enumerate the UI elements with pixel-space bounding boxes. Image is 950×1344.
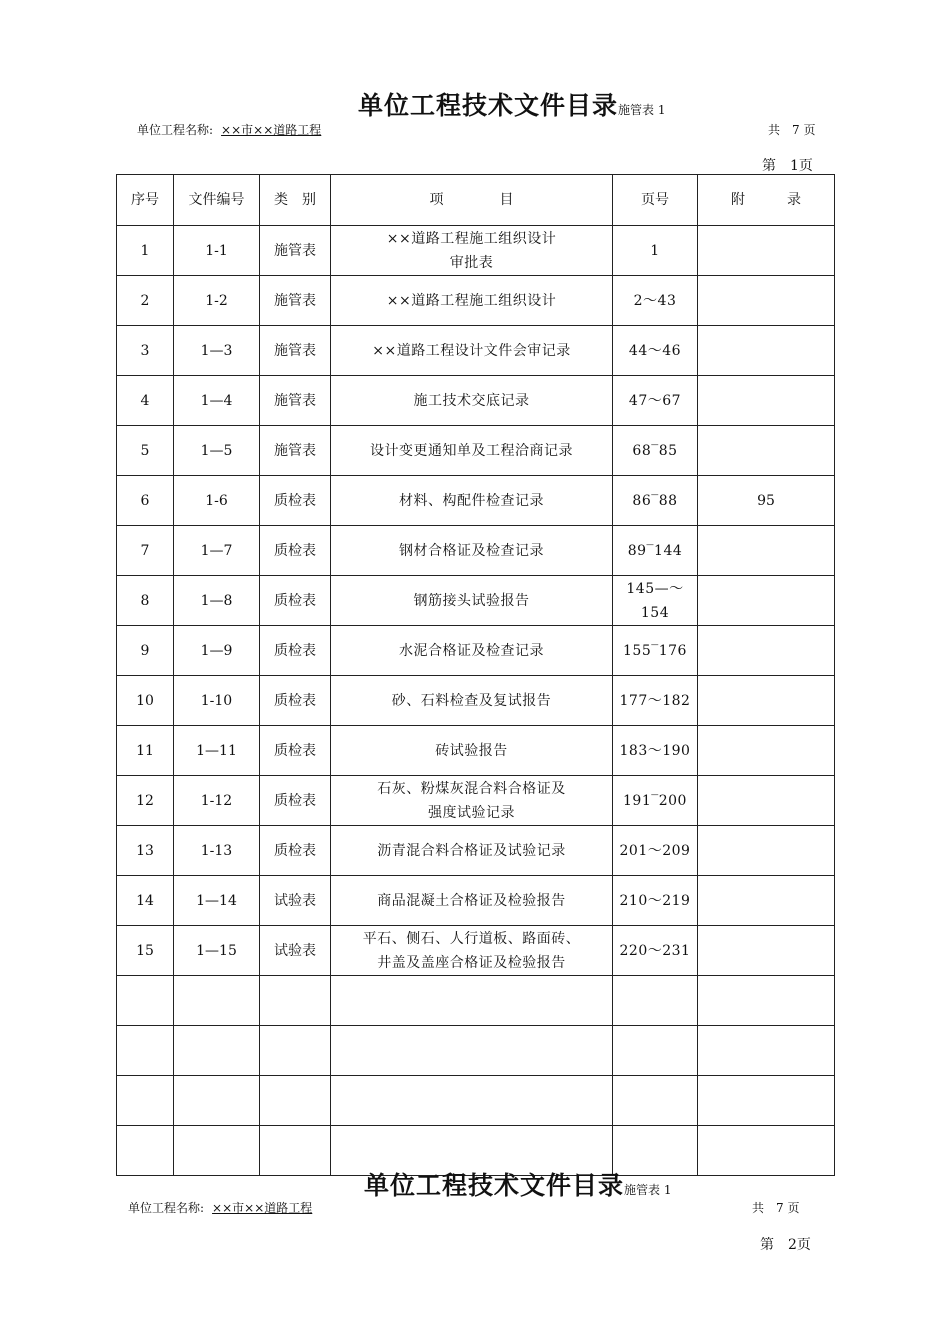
cell-file-no: 1—5 [174, 426, 260, 476]
cell-item: 砂、石料检查及复试报告 [331, 676, 613, 726]
cell-seq [117, 976, 174, 1026]
cell-appendix [698, 776, 835, 826]
cell-seq: 2 [117, 276, 174, 326]
cell-pages: 220～231 [613, 926, 698, 976]
cell-category: 质检表 [260, 776, 331, 826]
cell-category: 质检表 [260, 676, 331, 726]
cell-item: ××道路工程施工组织设计 [331, 276, 613, 326]
cell-item: 商品混凝土合格证及检验报告 [331, 876, 613, 926]
cell-appendix: 95 [698, 476, 835, 526]
cell-appendix [698, 976, 835, 1026]
table-row [117, 276, 835, 326]
cell-file-no [174, 1126, 260, 1176]
cell-pages: 1 [613, 226, 698, 276]
cell-item: 设计变更通知单及工程洽商记录 [331, 426, 613, 476]
table-row [117, 826, 835, 876]
cell-pages: 201～209 [613, 826, 698, 876]
cell-item [331, 1126, 613, 1176]
cell-pages: 44～46 [613, 326, 698, 376]
cell-seq: 10 [117, 676, 174, 726]
cell-category [260, 976, 331, 1026]
cell-pages [613, 1076, 698, 1126]
cell-category: 质检表 [260, 576, 331, 626]
cell-seq: 6 [117, 476, 174, 526]
cell-category: 施管表 [260, 326, 331, 376]
cell-appendix [698, 726, 835, 776]
cell-appendix [698, 876, 835, 926]
cell-pages [613, 1026, 698, 1076]
table-row [117, 726, 835, 776]
cell-seq [117, 1076, 174, 1126]
cell-appendix [698, 526, 835, 576]
cell-pages: 47～67 [613, 376, 698, 426]
cell-seq: 11 [117, 726, 174, 776]
cell-category: 质检表 [260, 826, 331, 876]
cell-item: 水泥合格证及检查记录 [331, 626, 613, 676]
header-row [117, 175, 835, 226]
cell-category: 施管表 [260, 376, 331, 426]
cell-item [331, 976, 613, 1026]
table-row [117, 576, 835, 626]
table-row [117, 1026, 835, 1076]
cell-item: 砖试验报告 [331, 726, 613, 776]
cell-seq [117, 1026, 174, 1076]
cell-file-no: 1-12 [174, 776, 260, 826]
cell-file-no: 1—8 [174, 576, 260, 626]
table-row [117, 526, 835, 576]
cell-seq: 13 [117, 826, 174, 876]
cell-pages: 2～43 [613, 276, 698, 326]
cell-item: 钢材合格证及检查记录 [331, 526, 613, 576]
cell-item: 施工技术交底记录 [331, 376, 613, 426]
cell-file-no: 1—11 [174, 726, 260, 776]
header-appendix: 附 录 [698, 175, 835, 226]
page2-title [364, 1170, 671, 1206]
page1-title [358, 90, 665, 126]
page1-project-name: ××市××道路工程 [221, 123, 322, 137]
table-row [117, 776, 835, 826]
cell-pages: 210～219 [613, 876, 698, 926]
cell-item: ××道路工程施工组织设计 审批表 [331, 226, 613, 276]
cell-seq: 9 [117, 626, 174, 676]
page2-project-label: 单位工程名称: [128, 1201, 205, 1215]
cell-seq: 12 [117, 776, 174, 826]
cell-appendix [698, 376, 835, 426]
cell-pages: 86‾88 [613, 476, 698, 526]
cell-pages: 191‾200 [613, 776, 698, 826]
page1-total-pages: 共 7 页 [768, 123, 816, 137]
page2-total-pages: 共 7 页 [752, 1201, 800, 1215]
cell-appendix [698, 1126, 835, 1176]
cell-item: 沥青混合料合格证及试验记录 [331, 826, 613, 876]
cell-pages: 89‾144 [613, 526, 698, 576]
cell-file-no: 1-2 [174, 276, 260, 326]
cell-seq: 8 [117, 576, 174, 626]
page2-form-code: 施管表 1 [624, 1183, 672, 1197]
page1-project-label: 单位工程名称: [137, 123, 214, 137]
cell-category [260, 1126, 331, 1176]
cell-category [260, 1026, 331, 1076]
table-row [117, 876, 835, 926]
table-row [117, 926, 835, 976]
cell-pages: 155‾176 [613, 626, 698, 676]
table-row [117, 676, 835, 726]
page1-form-code: 施管表 1 [618, 103, 666, 117]
cell-seq: 4 [117, 376, 174, 426]
cell-category: 质检表 [260, 726, 331, 776]
page2-project-line [128, 1199, 312, 1216]
cell-category: 施管表 [260, 226, 331, 276]
page2-page-number: 第 2页 [760, 1237, 811, 1253]
cell-category: 质检表 [260, 526, 331, 576]
page1-page-number: 第 1页 [762, 158, 813, 174]
cell-file-no: 1—7 [174, 526, 260, 576]
table-header [117, 175, 835, 226]
cell-seq: 15 [117, 926, 174, 976]
cell-seq: 3 [117, 326, 174, 376]
cell-appendix [698, 576, 835, 626]
header-item: 项 目 [331, 175, 613, 226]
cell-item: 石灰、粉煤灰混合料合格证及 强度试验记录 [331, 776, 613, 826]
cell-appendix [698, 226, 835, 276]
cell-appendix [698, 626, 835, 676]
cell-file-no: 1-6 [174, 476, 260, 526]
cell-item: 钢筋接头试验报告 [331, 576, 613, 626]
cell-appendix [698, 326, 835, 376]
header-pages: 页号 [613, 175, 698, 226]
page1-title-text: 单位工程技术文件目录 [358, 91, 619, 120]
cell-pages [613, 1126, 698, 1176]
cell-pages: 183～190 [613, 726, 698, 776]
cell-category: 试验表 [260, 876, 331, 926]
table-body [117, 226, 835, 1176]
cell-category: 施管表 [260, 426, 331, 476]
cell-category: 施管表 [260, 276, 331, 326]
cell-item [331, 1076, 613, 1126]
cell-appendix [698, 276, 835, 326]
table-row [117, 326, 835, 376]
table-row [117, 426, 835, 476]
page2-project-name: ××市××道路工程 [212, 1201, 313, 1215]
cell-category: 质检表 [260, 626, 331, 676]
cell-appendix [698, 826, 835, 876]
header-seq: 序号 [117, 175, 174, 226]
cell-appendix [698, 926, 835, 976]
table-row [117, 476, 835, 526]
cell-file-no: 1-1 [174, 226, 260, 276]
cell-seq [117, 1126, 174, 1176]
cell-pages [613, 976, 698, 1026]
cell-pages: 145—～ 154 [613, 576, 698, 626]
cell-category: 试验表 [260, 926, 331, 976]
cell-file-no: 1—9 [174, 626, 260, 676]
cell-file-no [174, 1076, 260, 1126]
table-row [117, 626, 835, 676]
cell-seq: 7 [117, 526, 174, 576]
cell-file-no [174, 1026, 260, 1076]
cell-file-no: 1—14 [174, 876, 260, 926]
cell-category [260, 1076, 331, 1126]
file-directory-table [116, 174, 835, 1176]
table-row [117, 376, 835, 426]
cell-item [331, 1026, 613, 1076]
cell-item: 材料、构配件检查记录 [331, 476, 613, 526]
header-category: 类 别 [260, 175, 331, 226]
cell-file-no: 1—3 [174, 326, 260, 376]
cell-seq: 14 [117, 876, 174, 926]
cell-appendix [698, 1076, 835, 1126]
cell-appendix [698, 1026, 835, 1076]
cell-seq: 5 [117, 426, 174, 476]
cell-seq: 1 [117, 226, 174, 276]
cell-category: 质检表 [260, 476, 331, 526]
page2-title-text: 单位工程技术文件目录 [364, 1171, 625, 1200]
cell-file-no: 1-10 [174, 676, 260, 726]
cell-item: 平石、侧石、人行道板、路面砖、 井盖及盖座合格证及检验报告 [331, 926, 613, 976]
cell-appendix [698, 676, 835, 726]
cell-file-no: 1—4 [174, 376, 260, 426]
cell-file-no [174, 976, 260, 1026]
table-row [117, 976, 835, 1026]
cell-pages: 68‾85 [613, 426, 698, 476]
cell-pages: 177～182 [613, 676, 698, 726]
table-row [117, 1076, 835, 1126]
header-file-no: 文件编号 [174, 175, 260, 226]
cell-file-no: 1-13 [174, 826, 260, 876]
cell-appendix [698, 426, 835, 476]
cell-item: ××道路工程设计文件会审记录 [331, 326, 613, 376]
page1-project-line [137, 121, 321, 138]
table-row [117, 1126, 835, 1176]
cell-file-no: 1—15 [174, 926, 260, 976]
table-row [117, 226, 835, 276]
